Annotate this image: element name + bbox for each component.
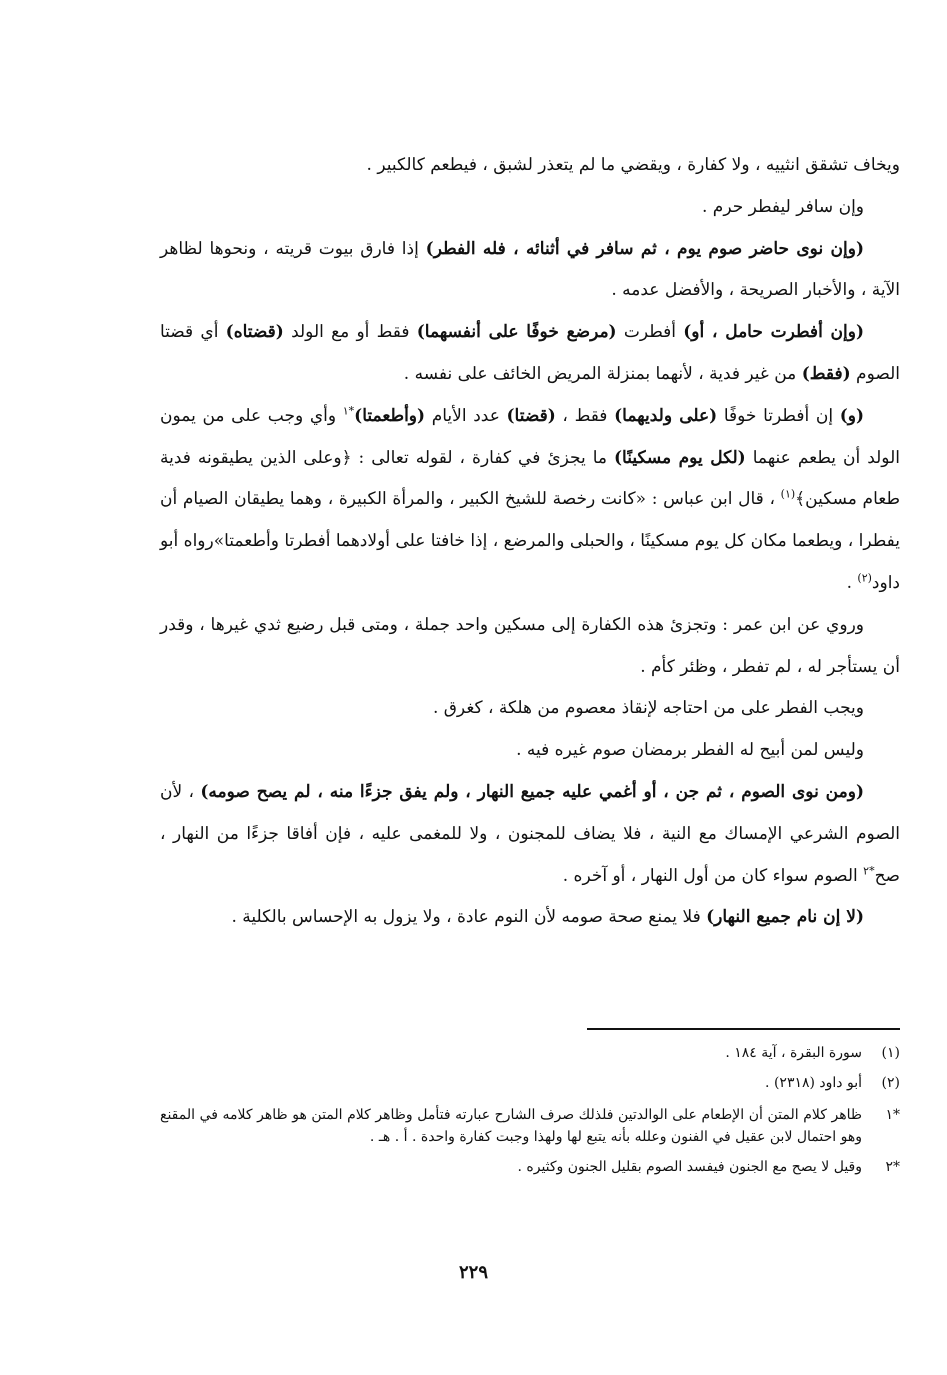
footnote-text: ظاهر كلام المتن أن الإطعام على الوالدتين فلذلك صرف الشارح عبارته فتأمل وظاهر كلام المتن هو ظاهر كلامه في المقنع وهو احتمال لابن عقيل في الفنون وعلله بأنه يتبع لها ولهذا وجبت كفارة واحدة . أ . هـ . [160,1107,862,1145]
matn-text: (على ولديهما) [614,405,718,426]
matn-text: (قضتا) [506,405,556,426]
footnote-text: سورة البقرة ، آية ١٨٤ . [725,1045,862,1061]
paragraph-2: وإن سافر ليفطر حرم . [701,196,864,217]
sharh-text: فقط أو مع الولد [283,322,417,343]
footnote-ref: (٢) [857,571,872,585]
sharh-text: إذا فارق بيوت قريته ، ونحوها لظاهر الآية ، والأخبار الصريحة ، والأفضل عدمه . [160,238,900,301]
footnote-ref: *١ [342,404,355,418]
sharh-text: فلا يمنع صحة صومه لأن النوم عادة ، ولا يزول به الإحساس بالكلية . [231,907,707,928]
paragraph-4 [160,312,900,396]
sharh-text: ، قال ابن عباس : «كانت رخصة للشيخ الكبير ، والمرأة الكبيرة ، وهما يطيقان الصيام أن يفطرا ، ويطعما مكان كل يوم مسكينًا ، والحبلى والمرضع ، إذا خافتا على أولادهما أفطرتا وأطعمتا»رواه أبو داود [160,489,900,593]
sharh-text: أفطرت [616,322,684,343]
paragraph-7: ويجب الفطر على من احتاجه لإنقاذ معصوم من هلكة ، كغرق . [432,698,864,719]
matn-text: (مرضع خوفًا على أنفسهما) [416,322,617,343]
footnote-text: وقيل لا يصح مع الجنون فيفسد الصوم بقليل الجنون وكثيره . [517,1159,862,1175]
footnote-item [160,1104,900,1148]
sharh-text: ما يجزئ في كفارة ، لقوله تعالى : ﴿وعلى الذين يطيقونه فدية طعام مسكين﴾ [160,447,900,510]
footnote-text: أبو داود (٢٣١٨) . [765,1075,862,1091]
paragraph-1: ويخاف تشقق انثييه ، ولا كفارة ، ويقضي ما لم يتعذر لشبق ، فيطعم كالكبير . [366,155,900,175]
footnote-divider [587,1028,900,1030]
matn-text: (وأطعمتا) [354,405,426,426]
paragraph-5 [160,396,900,605]
sharh-text: أي قضتا الصوم [160,322,900,384]
footnote-ref: *٢ [863,863,875,877]
matn-text: (ومن نوى الصوم ، ثم جن ، أو أغمي عليه جميع النهار ، ولم يفق جزءًا منه ، لم يصح صومه) [200,781,864,802]
sharh-text: إن أفطرتا خوفًا [717,405,840,426]
paragraph-8: وليس لمن أبيح له الفطر برمضان صوم غيره فيه . [516,740,864,761]
footnote-ref: (١) [780,487,796,501]
matn-text: (لا إن نام جميع النهار) [706,907,864,928]
footnote-item [160,1072,900,1094]
matn-text: (وإن أفطرت حامل ، أو) [683,322,864,343]
paragraph-3 [160,229,900,313]
sharh-text: من غير فدية ، لأنهما بمنزلة المريض الخائف على نفسه . [403,363,802,384]
footnotes [160,1042,900,1186]
paragraph-6: وروي عن ابن عمر : وتجزئ هذه الكفارة إلى مسكين واحد جملة ، ومتى قبل رضيع ثدي غيرها ، وقدر أن يستأجر له ، لم تفطر ، وظئر كأم . [160,614,900,677]
sharh-text: ، لأن الصوم الشرعي الإمساك مع النية ، فلا يضاف للمجنون ، ولا للمغمى عليه ، فإن أفاقا جزءًا من النهار ، صح [160,781,900,886]
matn-text: (لكل يوم مسكينًا) [614,447,746,468]
matn-text: (وإن نوى حاضر صوم يوم ، ثم سافر في أثنائه ، فله الفطر) [425,238,865,259]
matn-text: (قضتاه) [225,322,284,343]
matn-text: (فقط) [801,363,851,384]
sharh-text: عدد الأيام [425,405,507,426]
sharh-text: الصوم سواء كان من أول النهار ، أو آخره . [562,865,864,886]
footnote-mark: *١ [885,1107,900,1123]
paragraph-10 [160,897,900,939]
main-text [160,145,900,939]
paragraph-9 [160,772,900,897]
footnote-mark: *٢ [885,1159,900,1175]
page-number: ٢٢٩ [458,1262,488,1283]
matn-text: (و) [839,405,864,426]
footnote-mark: (٢) [881,1075,900,1091]
footnote-mark: (١) [881,1045,900,1061]
sharh-text: وأي وجب على من يمون الولد أن يطعم عنهما [160,405,900,468]
footnote-item [160,1042,900,1064]
sharh-text: . [846,572,858,593]
sharh-text: فقط ، [555,405,615,426]
footnote-item [160,1156,900,1178]
